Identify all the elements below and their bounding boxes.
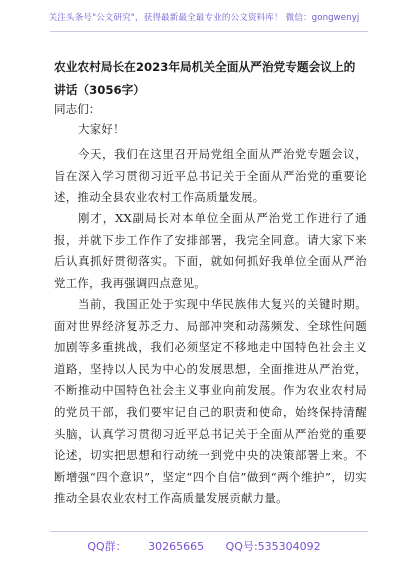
footer-divider xyxy=(50,531,368,532)
paragraph: 今天，我们在这里召开局党组全面从严治党专题会议，旨在深入学习贯彻习近平总书记关于全面从严治党的重要论述，推动全县农业农村工作高质量发展。 xyxy=(54,147,367,205)
paragraph: 刚才，XX副局长对本单位全面从严治党工作进行了通报，并就下步工作作了安排部署，我完全同意。请大家下来后认真抓好贯彻落实。下面，就如何抓好我单位全面从严治党工作，我再强调四点意见。 xyxy=(54,211,367,290)
page-footer xyxy=(0,531,408,580)
greeting: 同志们： xyxy=(54,102,101,116)
page-header xyxy=(0,0,408,46)
header-notice: 关注头条号"公文研究"，获得最新最全最专业的公文资料库！ 微信：gongwenyj xyxy=(48,13,360,23)
footer-contact: QQ群： 30265665 QQ号:535304092 xyxy=(87,540,321,553)
document-title: 农业农村局长在2023年局机关全面从严治党专题会议上的讲话（3056字） xyxy=(54,60,356,97)
paragraph: 大家好！ xyxy=(78,122,125,136)
paragraph: 当前，我国正处于实现中华民族伟大复兴的关键时期。面对世界经济复苏乏力、局部冲突和动荡频发、全球性问题加剧等多重挑战，我们必须坚定不移地走中国特色社会主义道路，坚持以人民为中心的发展思想，全面推进从严治党，不断推动中国特色社会主义事业向前发展。作为农业农村局的党员干部，我们要牢记自己的职责和使命，始终保持清醒头脑，认真学习贯彻习近平总书记关于全面从严治党的重要论述，切实把思想和行动统一到党中央的决策部署上来。不断增强“四个意识”，坚定“四个自信”做到“两个维护”，切实推动全县农业农村工作高质量发展贡献力量。 xyxy=(54,297,367,506)
header-divider xyxy=(50,31,368,32)
